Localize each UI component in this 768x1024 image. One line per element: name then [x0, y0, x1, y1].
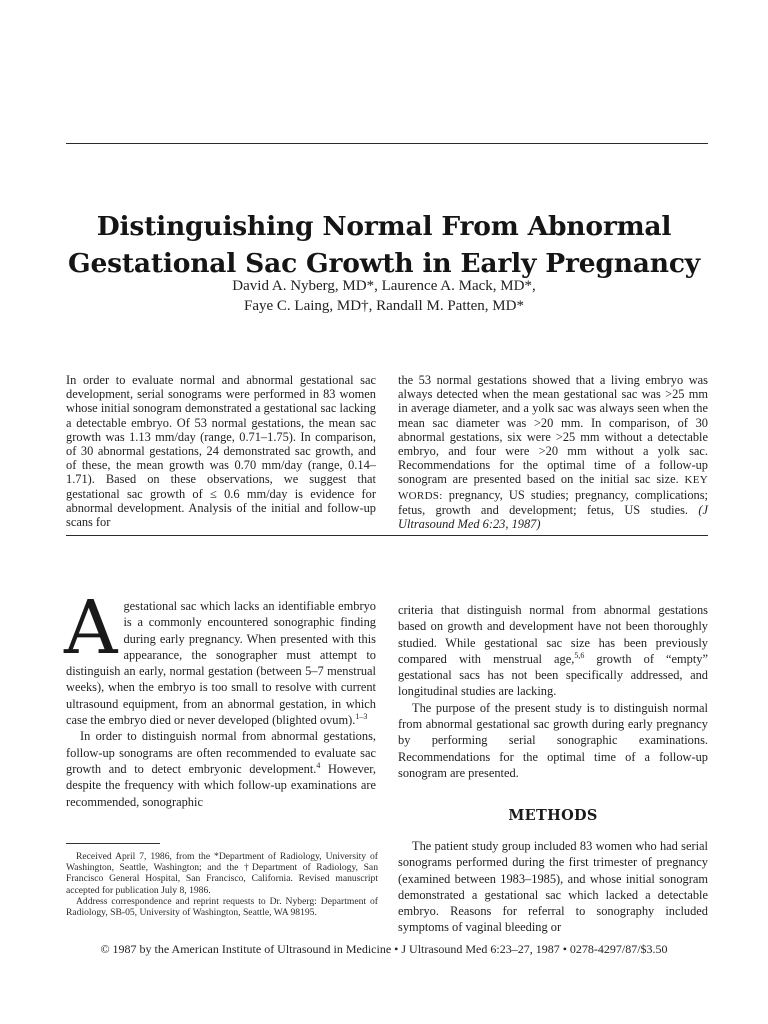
author-list [40, 276, 728, 316]
abstract-right-text: the 53 normal gestations showed that a living embryo was always detected when the mean gestational sac was >25 mm in average diameter, and a yolk sac was always seen when the mean sac diameter was >20 mm. In comparison, of 30 abnormal gestations, six were >25 mm without a detectable embryo, and four were >20 mm without a yolk sac. Recommendations for the optimal time of a follow-up sonogram are presented based on the initial sac size. [398, 373, 708, 487]
methods-heading: METHODS [508, 807, 598, 824]
body-left-column [64, 585, 376, 810]
intro-p1-text: gestational sac which lacks an identifiable embryo is a commonly encountered sonographic finding during early pregnancy. When presented with this appearance, the sonographer must attempt to distinguish an early, normal gestation (between 5–7 menstrual weeks), when the embryo is too small to resolve with current ultrasound equipment, from an abnormal gestation, in which case the embryo died or never developed (blighted ovum). [66, 599, 376, 728]
intro-paragraph-4: The purpose of the present study is to distinguish normal from abnormal gestational sac growth during early pregnancy by performing serial sonographic examinations. Recommendations for the optimal time of a follow-up sonogram are presented. [398, 700, 708, 780]
abstract-left-text: In order to evaluate normal and abnormal gestational sac development, serial sonograms were performed in 83 women whose initial sonogram demonstrated a gestational sac lacking a detectable embryo. Of 53 normal gestations, the mean sac growth was 1.13 mm/day (range, 0.71–1.75). In comparison, of 30 abnormal gestations, 24 demonstrated sac growth, and of these, the mean growth was 0.70 mm/day (range, 0.14–1.71). Based on these observations, we suggest that gestational sac growth of ≤ 0.6 mm/day is evidence for abnormal development. Analysis of the initial and follow-up scans for [66, 373, 376, 530]
citation: (J Ultrasound Med 6:23, 1987) [398, 502, 708, 532]
article-title [40, 208, 728, 282]
footnote-rule [66, 843, 160, 844]
drop-cap: A [64, 585, 118, 671]
footnotes [66, 851, 378, 918]
top-rule [66, 143, 708, 144]
intro-paragraph-2 [66, 728, 376, 809]
intro-paragraph-1 [64, 585, 376, 728]
abstract-right-column [398, 373, 708, 531]
authors-line-2: Faye C. Laing, MD†, Randall M. Patten, MD* [244, 298, 524, 314]
keywords-label: KEY WORDS: [398, 474, 709, 502]
intro-p2-text-b: However, despite the frequency with which follow-up examinations are recommended, sonographic [66, 761, 376, 809]
intro-p3-text-b: growth of “empty” gestational sacs has not been specifically addressed, and longitudinal studies are lacking. [398, 651, 709, 699]
footnote-received: Received April 7, 1986, from the *Department of Radiology, University of Washington, Seattle, Washington; and the †Department of Radiology, San Francisco General Hospital, San Francisco, California. Revised manuscript accepted for publication July 8, 1986. [66, 851, 378, 896]
abstract-left-column [66, 373, 376, 529]
footnote-address: Address correspondence and reprint requests to Dr. Nyberg: Department of Radiology, SB-05, University of Washington, Seattle, WA 98195. [66, 895, 378, 919]
methods-paragraph: The patient study group included 83 women who had serial sonograms performed during the first trimester of pregnancy (examined between 1983–1985), and whose initial sonogram demonstrated a gestational sac which lacked a detectable embryo. Reasons for referral to sonography included symptoms of vaginal bleeding or [398, 839, 708, 935]
intro-p3-text-a: criteria that distinguish normal from abnormal gestations based on growth and development have not been thoroughly studied. While gestational sac size has been previously compared with menstrual age, [398, 603, 708, 666]
methods-column [398, 838, 708, 936]
keywords-text: pregnancy, US studies; pregnancy, complications; fetus, growth and development; fetus, US studies. [398, 487, 708, 517]
title-line-1: Distinguishing Normal From Abnormal [96, 211, 672, 242]
intro-p2-text-a: In order to distinguish normal from abnormal gestations, follow-up sonograms are often recommended to evaluate sac growth and to detect embryonic development. [66, 729, 376, 776]
abstract-right-paragraph [398, 373, 708, 531]
intro-paragraph-3 [398, 602, 708, 700]
reference-superscript: 4 [316, 760, 321, 770]
reference-superscript: 5,6 [574, 650, 585, 660]
page-footer: © 1987 by the American Institute of Ultrasound in Medicine • J Ultrasound Med 6:23–27, 1987 • 0278-4297/87/$3.50 [100, 942, 668, 956]
title-line-2: Gestational Sac Growth in Early Pregnancy [68, 248, 700, 279]
abstract-divider-rule [66, 535, 708, 536]
authors-line-1: David A. Nyberg, MD*, Laurence A. Mack, MD*, [232, 278, 536, 294]
reference-superscript: 1–3 [355, 711, 368, 721]
body-right-column [398, 602, 708, 781]
